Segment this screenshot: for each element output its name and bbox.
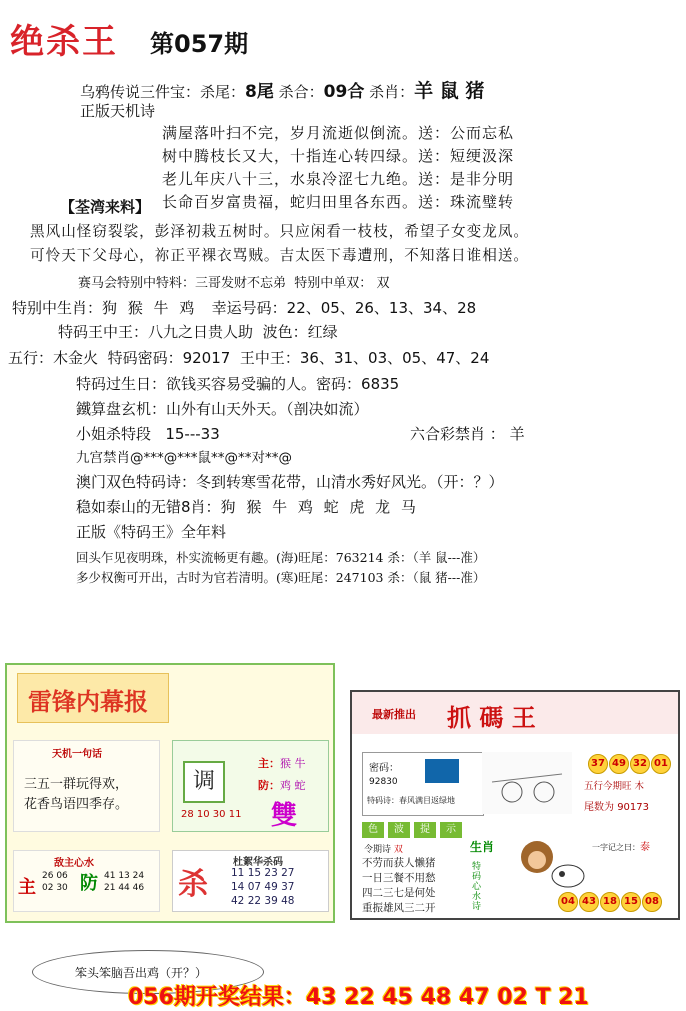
tianji-poem-title: 正版天机诗 <box>80 102 156 120</box>
wuxing-line <box>8 347 489 368</box>
paragraph-line: 可怜天下父母心，祢正平裸衣骂贼。吉太医下毒遭刑，不知落日谁相送。 <box>30 247 530 264</box>
wuya-label: 乌鸦传说三件宝：杀尾： <box>80 83 246 101</box>
wuxing-label: 五行： <box>8 349 54 367</box>
wuya-line <box>80 76 484 103</box>
yizi-line <box>592 838 650 853</box>
zhu-label: 主： <box>258 757 280 770</box>
weishu-label: 尾数为 <box>584 802 614 813</box>
amss-label: 澳门双色特码诗： <box>76 473 197 491</box>
fang-nums-line: 41 13 24 <box>104 871 145 881</box>
wuxing-value: 木金火 <box>53 349 99 367</box>
tspx-value: 山外有山天外天。（剖决如流） <box>166 400 369 418</box>
shama-row: 14 07 49 37 <box>231 881 295 893</box>
shengxiao-line <box>12 297 476 318</box>
tag: 波 <box>388 822 410 838</box>
tiesuan-line <box>76 398 369 419</box>
number-ball: 15 <box>621 892 641 912</box>
sha-xiao-label: 杀肖： <box>369 83 415 101</box>
zhua-poem-line: 不劳而获人懒猪 <box>362 857 436 869</box>
small-numbers: 28 10 30 11 <box>181 809 242 820</box>
mima-label: 密码： <box>316 375 362 393</box>
tiao-char: 调 <box>183 761 225 803</box>
saima-line <box>78 272 389 291</box>
jiugong-line: 九宫禁肖@***@***鼠**@**对**@ <box>76 450 292 466</box>
lhc-label: 六合彩禁肖 ： <box>410 425 505 443</box>
cow-icon <box>548 860 588 890</box>
zhuamawang-title: 抓 碼 王 <box>447 703 536 732</box>
wzw-label: 王中王： <box>239 349 300 367</box>
number-ball: 01 <box>651 754 671 774</box>
cartoon-image <box>482 752 572 814</box>
zhua-poem-line: 重振雄风三二开 <box>362 902 436 914</box>
section-heading: 【荃湾来料】 <box>60 198 151 216</box>
leifeng-title: 雷锋内幕报 <box>28 688 148 716</box>
wuxing-line <box>584 778 644 792</box>
paragraph-line: 黑风山怪窃裂裟，彭泽初栽五树时。只应闲看一枝枝，希望子女变龙凤。 <box>30 223 530 240</box>
danshuang-value: 双 <box>376 276 390 291</box>
amss-value: 冬到转寒雪花带，山清水秀好风光。（开：？） <box>196 473 504 491</box>
mima-value: 92830 <box>369 777 398 787</box>
wrts-label: 稳如泰山的无错8肖： <box>76 498 221 516</box>
danshuang-label: 特别中单双： <box>294 276 373 291</box>
lucky-value: 22、05、26、13、34、28 <box>286 299 477 317</box>
cloud-text: 笨头笨脑吾出鸡（开？） <box>75 966 208 980</box>
tianji-poem <box>162 122 514 214</box>
xj-value: 15---33 <box>165 425 220 443</box>
xinshui-title: 敌主心水 <box>54 858 94 869</box>
wenru-line <box>76 496 419 517</box>
fang-nums-line: 21 44 46 <box>104 883 145 893</box>
brand-logo: 绝杀王 <box>10 22 118 62</box>
lhc-value: 羊 <box>509 425 525 443</box>
shama-title: 杜絮华杀码 <box>233 857 283 868</box>
tianji-title: 天机一句话 <box>52 749 102 760</box>
wzw-value: 36、31、03、05、47、24 <box>299 349 490 367</box>
zhua-poem-line: 四二三七是何处 <box>362 887 436 899</box>
wuxing-value: 木 <box>634 781 645 792</box>
poem-line: 满屋落叶扫不完，岁月流逝似倒流。送：公而忘私 <box>162 124 515 142</box>
number-ball: 37 <box>588 754 608 774</box>
number-ball: 49 <box>609 754 629 774</box>
zhua-poem <box>362 856 436 916</box>
saima-label: 赛马会特别中特料： <box>78 276 196 291</box>
zhu-value: 猴 牛 <box>280 757 306 770</box>
tag: 提 <box>414 822 436 838</box>
weishu-value: 90173 <box>617 802 649 813</box>
sha-xiao: 羊 鼠 猪 <box>414 80 485 102</box>
bose-value: 红绿 <box>307 323 338 341</box>
zhu-nums-line: 02 30 <box>42 883 68 893</box>
sha-he: 09合 <box>323 82 365 102</box>
poem-line: 长命百岁富贵福，蛇归田里各东西。送：珠流璧转 <box>162 193 515 211</box>
poem-line: 老儿年庆八十三，水泉冷涩七九绝。送：是非分明 <box>162 170 515 188</box>
fang-value: 鸡 蛇 <box>280 779 306 792</box>
wuxing-label: 五行今期旺 <box>584 781 632 792</box>
lingqi-line <box>364 842 403 855</box>
zhuamawang-panel <box>350 690 680 920</box>
mima-box <box>362 752 484 816</box>
shama-row: 11 15 23 27 <box>231 867 295 879</box>
aomen-line <box>76 471 504 492</box>
tmmm-value: 92017 <box>182 349 231 367</box>
te-label: 特码心水诗 <box>472 862 482 912</box>
number-ball: 08 <box>642 892 662 912</box>
mima-label: 密码： <box>369 763 399 774</box>
sha-tail: 8尾 <box>245 82 274 102</box>
liuhecai-line <box>410 423 525 444</box>
hai-line: 回头乍见夜明珠，朴实流畅更有趣。(海)旺尾：763214 杀：（羊 鼠---准） <box>76 550 486 565</box>
bose-label: 波色： <box>262 323 308 341</box>
cart-icon <box>482 752 572 814</box>
draw-result: 056期开奖结果：43 22 45 48 47 02 T 21 <box>128 985 589 1010</box>
weishu-line <box>584 798 649 813</box>
number-ball: 43 <box>579 892 599 912</box>
zhua-poem-line: 一日三餐不用愁 <box>362 872 436 884</box>
shengri-line <box>76 373 399 394</box>
tianji-line: 花香鸟语四季存。 <box>24 797 129 812</box>
gsr-value: 欲钱买容易受骗的人。 <box>166 375 317 393</box>
number-ball: 18 <box>600 892 620 912</box>
cow-image <box>548 860 588 890</box>
tag: 示 <box>440 822 462 838</box>
fang-line <box>258 777 306 793</box>
shama-box <box>172 850 329 912</box>
tmmm-label: 特码密码： <box>107 349 183 367</box>
banner-text: 最新推出 <box>372 708 416 721</box>
logo-icon <box>425 759 459 783</box>
zhu-nums-line: 26 06 <box>42 871 68 881</box>
sha-he-label: 杀合： <box>278 83 324 101</box>
gsr-label: 特码过生日： <box>76 375 167 393</box>
tmw-line <box>58 321 338 342</box>
fang-label: 防： <box>258 779 280 792</box>
wrts-value: 狗 猴 牛 鸡 蛇 虎 龙 马 <box>220 498 419 516</box>
zhu-char: 主 <box>18 877 36 898</box>
tianji-line: 三五一群玩得欢， <box>24 777 129 792</box>
number-ball: 04 <box>558 892 578 912</box>
lucky-label: 幸运号码： <box>211 299 287 317</box>
number-ball: 32 <box>630 754 650 774</box>
fang-char: 防 <box>80 873 98 894</box>
zhu-line <box>258 755 306 771</box>
zhengban-line: 正版《特码王》全年料 <box>76 523 227 541</box>
mima-value: 6835 <box>361 375 400 393</box>
tbzs-value: 狗 猴 牛 鸡 <box>102 299 198 317</box>
shuang-char: 雙 <box>271 801 298 831</box>
tmw-value: 八九之日贵人助 <box>148 323 254 341</box>
tianji-box <box>13 740 160 832</box>
shengxiao-label: 生肖 <box>470 840 495 854</box>
saima-value: 三哥发财不忘弟 <box>195 276 287 291</box>
teshi-text: 特码诗：春风满目返绿地 <box>367 796 455 805</box>
zhuamawang-header <box>352 692 678 734</box>
tmw-label: 特码王中王： <box>58 323 149 341</box>
yizi-label: 一字记之曰： <box>592 843 640 852</box>
xinshui-box <box>13 850 160 912</box>
issue-number: 第057期 <box>150 30 249 58</box>
tiao-box <box>172 740 329 832</box>
lingqi-value: 双 <box>393 845 403 855</box>
sha-char: 杀 <box>178 867 208 902</box>
shama-row: 42 22 39 48 <box>231 895 295 907</box>
leifeng-title-box <box>17 673 169 723</box>
tag: 色 <box>362 822 384 838</box>
lingqi-label: 令期诗 <box>364 845 392 855</box>
leifeng-panel <box>5 663 335 923</box>
tbzs-label: 特别中生肖： <box>12 299 103 317</box>
han-line: 多少权衡可开出，古时为官若清明。(寒)旺尾：247103 杀：（鼠 猪---准） <box>76 570 486 585</box>
tspx-label: 鐵算盘玄机： <box>76 400 167 418</box>
xj-label: 小姐杀特段 <box>76 425 152 443</box>
yizi-value: 泰 <box>640 842 650 853</box>
xiaojie-line <box>76 423 220 444</box>
poem-line: 树中腾枝长又大，十指连心转四绿。送：短绠汲深 <box>162 147 515 165</box>
